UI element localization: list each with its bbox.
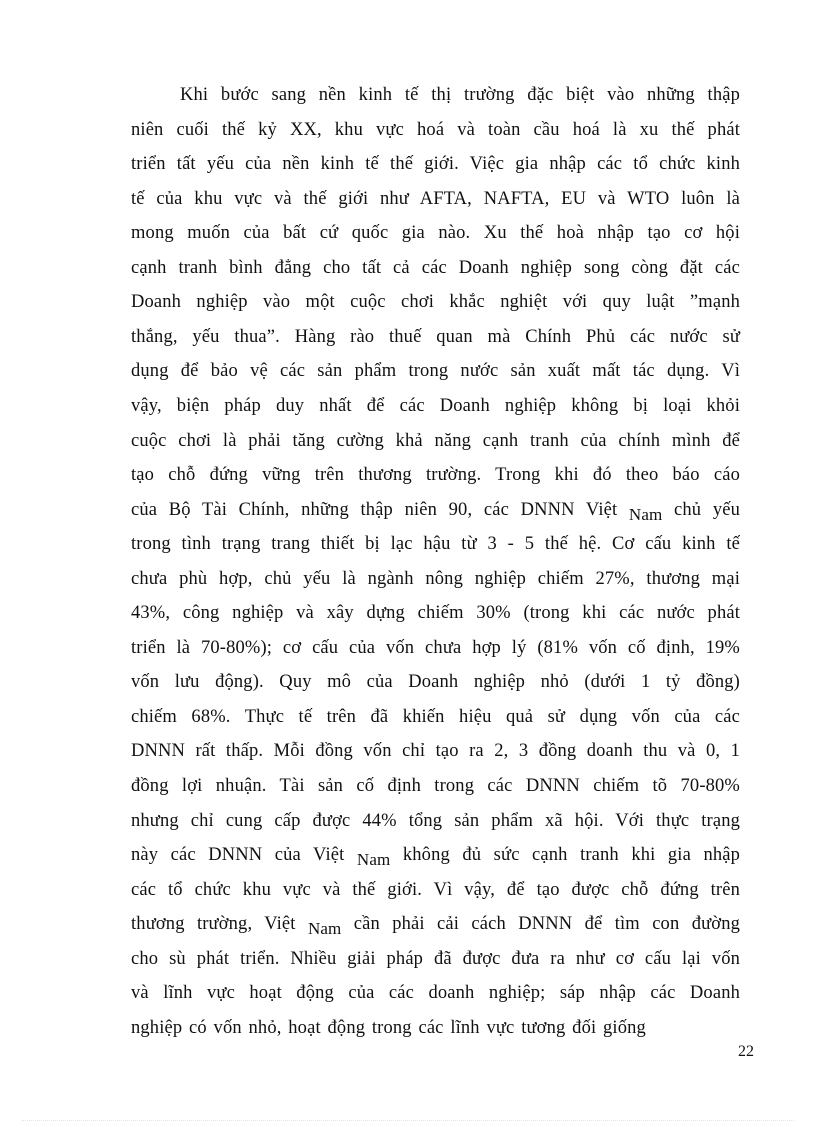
text-segment: thương trường, Việt (131, 914, 308, 935)
text-line: Doanh nghiệp vào một cuộc chơi khắc nghiệt với quy luật ”mạnh (131, 292, 740, 313)
text-segment: này các DNNN của Việt (131, 845, 357, 866)
text-line: vốn lưu động). Quy mô của Doanh nghiệp nhỏ (dưới 1 tỷ đồng) (131, 672, 740, 693)
text-line: tế của khu vực và thế giới như AFTA, NAFTA, EU và WTO luôn là (131, 188, 740, 209)
text-line: cạnh tranh bình đẳng cho tất cả các Doanh nghiệp song còng đặt các (131, 257, 740, 278)
text-segment: chủ yếu (662, 499, 740, 520)
text-line (131, 498, 740, 522)
text-line: chưa phù hợp, chủ yếu là ngành nông nghiệp chiếm 27%, thương mại (131, 568, 740, 589)
text-line: các tổ chức khu vực và thế giới. Vì vậy, để tạo được chỗ đứng trên (131, 879, 740, 900)
text-line: tạo chỗ đứng vững trên thương trường. Trong khi đó theo báo cáo (131, 465, 740, 485)
text-segment: không đủ sức cạnh tranh khi gia nhập (390, 845, 741, 866)
text-line: cho sù phát triển. Nhiều giải pháp đã được đưa ra như cơ cấu lại vốn (131, 948, 740, 969)
text-line: chiếm 68%. Thực tế trên đã khiến hiệu quả sử dụng vốn của các (131, 706, 740, 727)
text-line: cuộc chơi là phải tăng cường khả năng cạnh tranh của chính mình để (131, 430, 740, 451)
text-line: vậy, biện pháp duy nhất để các Doanh nghiệp không bị loại khỏi (131, 395, 740, 416)
text-line: 43%, công nghiệp và xây dựng chiếm 30% (trong khi các nước phát (131, 603, 740, 624)
text-line: đồng lợi nhuận. Tài sản cố định trong các DNNN chiếm tõ 70-80% (131, 776, 740, 796)
text-line: nghiệp có vốn nhỏ, hoạt động trong các lĩnh vực tương đối giống (131, 1017, 646, 1038)
text-line (131, 912, 741, 939)
subscript-word: Nam (356, 850, 391, 870)
text-line: Khi bước sang nền kinh tế thị trường đặc biệt vào những thập (180, 85, 740, 105)
text-segment: cần phải cải cách DNNN để tìm con đường (341, 914, 741, 935)
text-line: DNNN rất thấp. Mỗi đồng vốn chỉ tạo ra 2, 3 đồng doanh thu và 0, 1 (131, 741, 740, 762)
text-line: dụng để bảo vệ các sản phẩm trong nước sản xuất mất tác dụng. Vì (131, 361, 740, 382)
subscript-word: Nam (628, 504, 663, 524)
text-line: niên cuối thế kỷ XX, khu vực hoá và toàn cầu hoá là xu thế phát (131, 119, 740, 140)
page-bottom-divider (22, 1120, 794, 1121)
text-line: triển là 70-80%); cơ cấu của vốn chưa hợp lý (81% vốn cố định, 19% (131, 637, 740, 658)
text-line (131, 843, 741, 870)
text-line: và lĩnh vực hoạt động của các doanh nghiệp; sáp nhập các Doanh (131, 983, 740, 1004)
text-line: triển tất yếu của nền kinh tế thế giới. Việc gia nhập các tổ chức kinh (131, 154, 740, 175)
page-number: 22 (738, 1043, 754, 1060)
text-line: thắng, yếu thua”. Hàng rào thuế quan mà Chính Phủ các nước sử (131, 326, 740, 347)
text-segment: của Bộ Tài Chính, những thập niên 90, các DNNN Việt (131, 499, 629, 520)
text-line: mong muốn của bất cứ quốc gia nào. Xu thế hoà nhập tạo cơ hội (131, 223, 740, 244)
subscript-word: Nam (307, 919, 342, 939)
text-line: trong tình trạng trang thiết bị lạc hậu từ 3 - 5 thế hệ. Cơ cấu kinh tế (131, 534, 740, 555)
text-line: nhưng chỉ cung cấp được 44% tổng sản phẩm xã hội. Với thực trạng (131, 810, 740, 831)
